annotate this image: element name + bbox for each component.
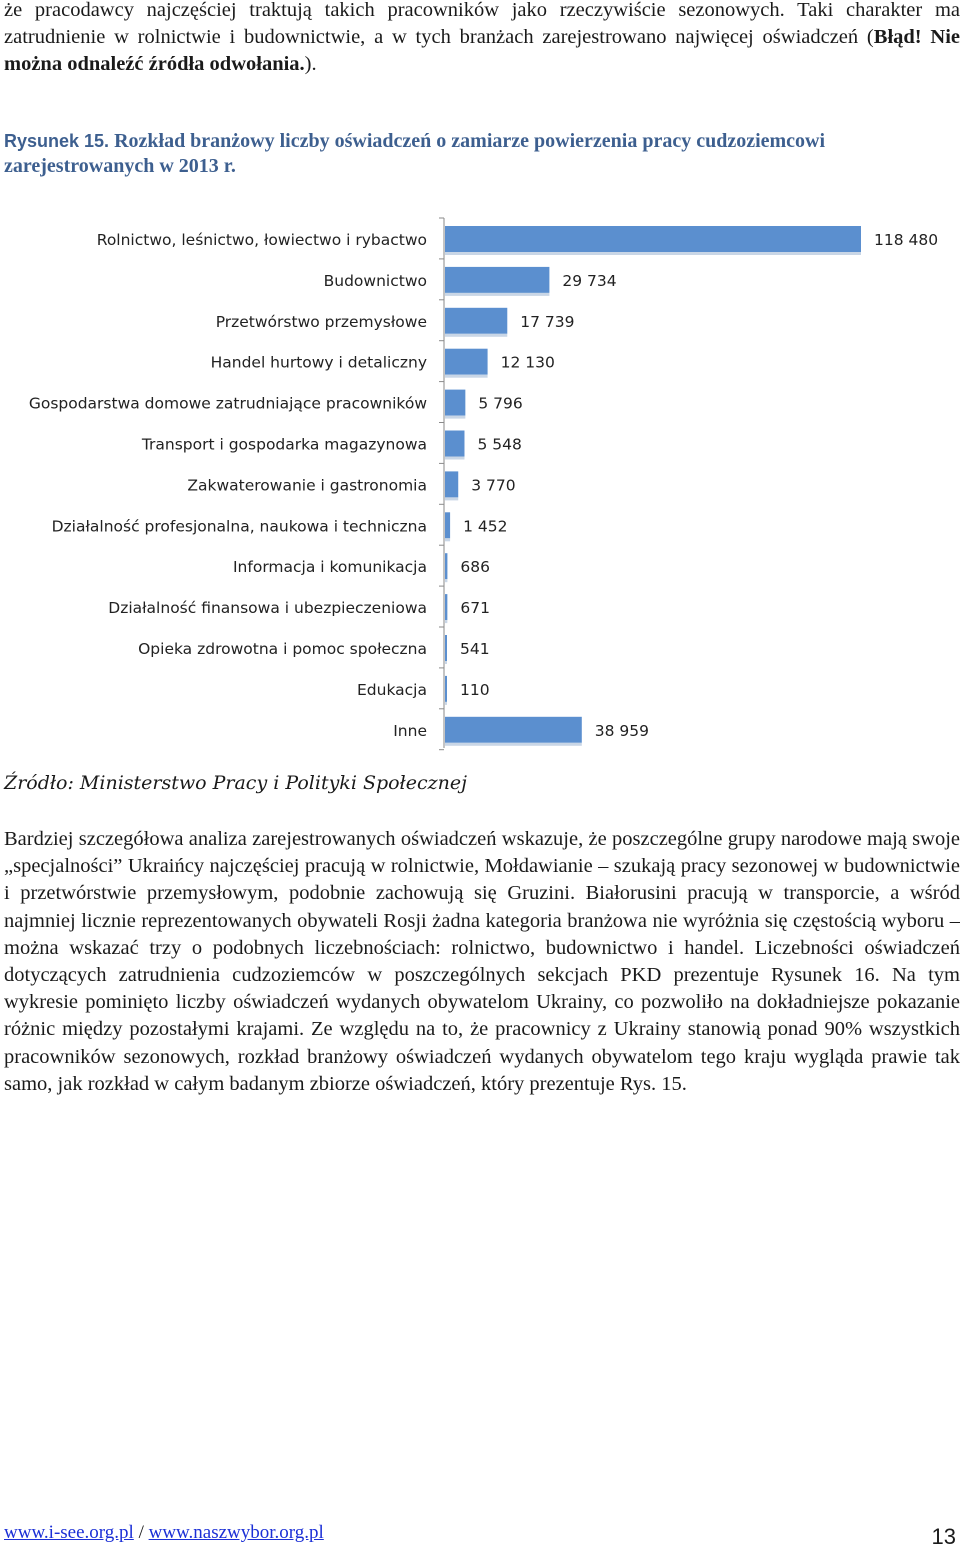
value-label: 110 xyxy=(460,680,490,699)
value-label: 1 452 xyxy=(463,517,508,536)
top-paragraph-text: że pracodawcy najczęściej traktują takich pracowników jako rzeczywiście sezonowych. Taki charakter ma zatrudnienie w rolnictwie i budownictwie, a w tych branżach zarejestrowano najwięcej oświadczeń ( xyxy=(4,0,960,48)
figure-caption xyxy=(4,129,904,179)
category-label: Gospodarstwa domowe zatrudniające pracowników xyxy=(28,394,427,413)
value-label: 12 130 xyxy=(500,353,555,372)
bottom-paragraph: Bardziej szczegółowa analiza zarejestrowanych oświadczeń wskazuje, że poszczególne grupy narodowe mają swoje „specjalności” Ukraińcy najczęściej pracują w rolnictwie, Mołdawianie – szukają pracy sezonowej w budownictwie i przetwórstwie przemysłowym, podobnie zachowują się Gruzini. Białorusini pracują w transporcie, a wśród najmniej licznie reprezentowanych obywateli Rosji żadna kategoria branżowa nie wyróżnia się częstością wyboru – można wskazać trzy o podobnych liczebnościach: rolnictwo, budownictwo i handel. Liczebności oświadczeń dotyczących zatrudnienia cudzoziemców w poszczególnych sekcjach PKD prezentuje Rysunek 16. Na tym wykresie pominięto liczby oświadczeń wydanych obywatelom Ukrainy, co pozwoliło na dokładniejsze pokazanie różnic między pozostałymi krajami. Ze względu na to, że pracownicy z Ukrainy stanowią ponad 90% wszystkich pracowników sezonowych, rozkład branżowy oświadczeń wydanych obywatelom tego kraju wygląda prawie tak samo, jak rozkład w całym badanym zbiorze oświadczeń, który prezentuje Rys. 15. xyxy=(4,828,960,1095)
category-label: Transport i gospodarka magazynowa xyxy=(141,435,427,454)
bar-shadow xyxy=(445,293,549,296)
bar-shadow xyxy=(445,497,458,500)
figure-title: Rozkład branżowy liczby oświadczeń o zamiarze powierzenia pracy cudzoziemcowi zarejestrowanych w 2013 r. xyxy=(4,130,826,177)
bar xyxy=(445,431,464,457)
bar xyxy=(445,226,861,252)
category-label: Działalność profesjonalna, naukowa i techniczna xyxy=(51,517,427,536)
bar-shadow xyxy=(445,579,447,582)
category-label: Inne xyxy=(393,721,427,740)
bar-shadow xyxy=(445,252,861,255)
value-label: 17 739 xyxy=(520,312,575,331)
bar xyxy=(445,390,465,416)
category-label: Działalność finansowa i ubezpieczeniowa xyxy=(108,599,427,618)
value-label: 118 480 xyxy=(874,231,939,249)
footer-link-naszwybor[interactable]: www.naszwybor.org.pl xyxy=(148,1522,324,1543)
bar xyxy=(445,267,549,293)
top-paragraph-tail: ). xyxy=(304,53,317,75)
category-label: Handel hurtowy i detaliczny xyxy=(210,353,427,372)
bar xyxy=(445,594,447,620)
bar xyxy=(445,553,447,579)
category-label: Przetwórstwo przemysłowe xyxy=(215,312,427,331)
reference-error: Błąd! Nie można odnaleźć źródła odwołania. xyxy=(4,26,960,75)
bar xyxy=(445,717,582,743)
value-label: 541 xyxy=(460,640,490,658)
bar xyxy=(445,676,447,702)
page-number: 13 xyxy=(931,1524,956,1549)
category-label: Informacja i komunikacja xyxy=(232,558,427,577)
bar-shadow xyxy=(445,743,582,746)
bar-shadow xyxy=(445,375,488,378)
bar xyxy=(445,349,488,375)
category-label: Opieka zdrowotna i pomoc społeczna xyxy=(138,640,427,658)
figure-label: Rysunek 15. xyxy=(4,131,110,151)
category-label: Rolnictwo, leśnictwo, łowiectwo i rybactwo xyxy=(96,231,427,249)
footer-links xyxy=(4,1522,324,1544)
footer-link-i-see[interactable]: www.i-see.org.pl xyxy=(4,1522,134,1543)
category-label: Edukacja xyxy=(357,680,427,699)
bar-shadow xyxy=(445,661,447,664)
footer-separator: / xyxy=(133,1522,149,1543)
value-label: 38 959 xyxy=(594,721,650,740)
bar-shadow xyxy=(445,538,450,541)
source-note: Źródło: Ministerstwo Pracy i Polityki Społecznej xyxy=(4,772,467,794)
bar-shadow xyxy=(445,702,447,705)
value-label: 3 770 xyxy=(471,476,516,495)
bar xyxy=(445,512,450,538)
bar xyxy=(445,471,458,497)
value-label: 671 xyxy=(460,599,490,618)
value-label: 29 734 xyxy=(562,271,617,290)
value-label: 5 796 xyxy=(478,394,523,413)
bar xyxy=(445,635,447,661)
bar xyxy=(445,308,507,334)
category-label: Budownictwo xyxy=(323,271,427,290)
bar-shadow xyxy=(445,457,464,460)
value-label: 5 548 xyxy=(477,435,522,454)
bar-chart xyxy=(0,210,960,760)
top-paragraph xyxy=(4,0,960,78)
bar-shadow xyxy=(445,334,507,337)
category-label: Zakwaterowanie i gastronomia xyxy=(187,476,427,495)
bar-shadow xyxy=(445,620,447,623)
bar-shadow xyxy=(445,416,465,419)
value-label: 686 xyxy=(460,558,491,577)
